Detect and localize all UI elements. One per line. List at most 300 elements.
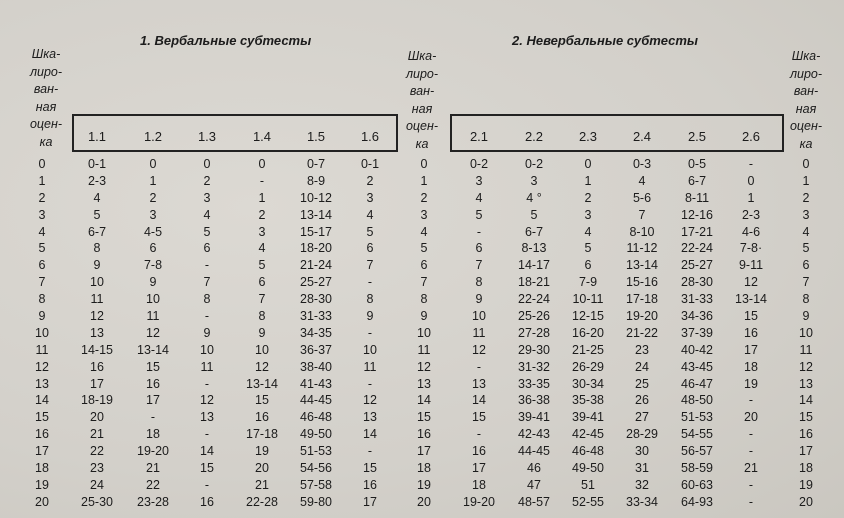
nonverbal-column-3 (560, 156, 616, 511)
table-cell: 4 (203, 207, 211, 222)
table-cell: 10-11 (572, 292, 604, 307)
table-cell: 15 (417, 410, 431, 425)
table-cell: 7 (366, 258, 374, 273)
table-cell: 2 (258, 207, 266, 222)
scale-column-left (24, 156, 60, 511)
table-cell: 0-5 (687, 157, 707, 171)
table-cell: 59-80 (300, 494, 332, 509)
nonverbal-column-5 (669, 156, 725, 511)
verbal-section-title: 1. Вербальные субтесты (140, 33, 312, 48)
table-cell: 1 (149, 173, 157, 188)
table-cell: 20 (255, 461, 269, 476)
table-cell: 16 (255, 410, 269, 425)
table-cell: 5-6 (632, 190, 652, 205)
table-cell: 6 (420, 258, 428, 273)
table-cell: - (204, 376, 210, 391)
table-cell: 9 (420, 309, 428, 324)
table-cell: 41-43 (300, 376, 332, 391)
table-cell: 49-50 (572, 461, 604, 476)
table-cell: - (367, 376, 373, 391)
table-cell: 4 (420, 224, 428, 239)
table-cell: 31 (635, 461, 649, 476)
table-cell: 5 (38, 241, 46, 256)
table-cell: 46-48 (300, 410, 332, 425)
table-cell: 21 (744, 461, 758, 476)
nonverbal-column-4 (614, 156, 670, 511)
table-cell: - (476, 359, 482, 374)
table-cell: 48-50 (681, 393, 713, 408)
table-cell: 1 (420, 173, 428, 188)
table-cell: - (748, 477, 754, 492)
table-cell: 40-42 (681, 342, 713, 357)
table-cell: 34-35 (300, 325, 332, 340)
table-cell: 16 (744, 325, 758, 340)
table-cell: 14 (472, 393, 486, 408)
nonverbal-header-4: 2.4 (632, 129, 652, 144)
table-cell: 31-33 (681, 292, 713, 307)
table-cell: 11 (363, 359, 377, 374)
table-cell: 16 (472, 444, 486, 459)
table-cell: 47 (527, 477, 541, 492)
table-cell: 30-34 (572, 376, 604, 391)
table-cell: 5 (475, 207, 483, 222)
table-cell: 0-1 (360, 157, 380, 171)
table-cell: 7-9 (578, 275, 598, 290)
table-cell: 12-16 (681, 207, 713, 222)
table-cell: 25-26 (518, 309, 550, 324)
table-cell: 36-37 (300, 342, 332, 357)
table-cell: - (748, 494, 754, 509)
table-cell: 26-29 (572, 359, 604, 374)
table-cell: 6 (584, 258, 592, 273)
table-cell: 9 (93, 258, 101, 273)
table-cell: 0-7 (306, 157, 326, 171)
table-cell: 2 (38, 190, 46, 205)
table-cell: 21 (90, 427, 104, 442)
table-cell: 13-14 (735, 292, 767, 307)
verbal-header-1: 1.1 (87, 129, 107, 144)
table-cell: 8-11 (684, 190, 710, 205)
table-cell: 8 (420, 292, 428, 307)
table-cell: 52-55 (572, 494, 604, 509)
table-cell: 8 (475, 275, 483, 290)
table-cell: 7 (475, 258, 483, 273)
table-cell: 1 (38, 173, 46, 188)
table-cell: 11 (200, 359, 214, 374)
table-cell: 10 (363, 342, 377, 357)
table-cell: 6 (149, 241, 157, 256)
table-cell: 15 (472, 410, 486, 425)
table-cell: 54-55 (681, 427, 713, 442)
table-cell: 2 (802, 190, 810, 205)
nonverbal-header-2: 2.2 (524, 129, 544, 144)
table-cell: 22-24 (681, 241, 713, 256)
table-cell: 3 (38, 207, 46, 222)
table-cell: 46 (527, 461, 541, 476)
table-cell: 10-12 (300, 190, 332, 205)
table-cell: 7 (203, 275, 211, 290)
table-cell: 56-57 (681, 444, 713, 459)
table-cell: 17 (90, 376, 104, 391)
table-cell: - (748, 157, 754, 171)
table-cell: 12 (200, 393, 214, 408)
table-cell: - (748, 393, 754, 408)
nonverbal-section-title: 2. Невербальные субтесты (512, 33, 698, 48)
table-cell: 3 (475, 173, 483, 188)
table-cell: 18 (417, 461, 431, 476)
table-cell: 0 (38, 157, 46, 171)
table-cell: 0 (747, 173, 755, 188)
table-cell: 48-57 (518, 494, 550, 509)
table-cell: 7-8 (143, 258, 163, 273)
table-cell: 51-53 (300, 444, 332, 459)
table-cell: 19-20 (137, 444, 169, 459)
table-cell: 13-14 (137, 342, 169, 357)
table-cell: 22 (90, 444, 104, 459)
table-cell: 14 (363, 427, 377, 442)
table-cell: 34-36 (681, 309, 713, 324)
table-cell: 0-1 (87, 157, 107, 171)
table-cell: 12 (35, 359, 49, 374)
table-cell: 21-22 (626, 325, 658, 340)
table-cell: 8 (38, 292, 46, 307)
table-cell: 4-6 (741, 224, 761, 239)
table-cell: 11 (90, 292, 104, 307)
scale-label-left: Шка- лиро- ван- ная оцен- ка (29, 47, 63, 149)
table-cell: 27 (635, 410, 649, 425)
table-cell: 2 (420, 190, 428, 205)
table-cell: 21 (255, 477, 269, 492)
table-cell: 12 (363, 393, 377, 408)
table-cell: 3 (366, 190, 374, 205)
table-cell: 16 (146, 376, 160, 391)
table-cell: 21-24 (300, 258, 332, 273)
table-cell: 15-17 (300, 224, 332, 239)
table-cell: 14-17 (518, 258, 550, 273)
table-cell: 13 (363, 410, 377, 425)
table-cell: 10 (35, 325, 49, 340)
table-cell: 7 (802, 275, 810, 290)
table-cell: 18 (799, 461, 813, 476)
table-cell: 6-7 (687, 173, 707, 188)
table-cell: 7 (258, 292, 266, 307)
verbal-column-3 (179, 156, 235, 511)
table-cell: 0-3 (632, 157, 652, 171)
table-cell: 13 (35, 376, 49, 391)
table-cell: 9 (203, 325, 211, 340)
table-cell: 18 (472, 477, 486, 492)
table-cell: 46-47 (681, 376, 713, 391)
table-cell: 4 (584, 224, 592, 239)
table-cell: 12 (255, 359, 269, 374)
table-cell: 19-20 (463, 494, 495, 509)
table-cell: 4 (258, 241, 266, 256)
table-cell: 5 (203, 224, 211, 239)
table-cell: 4 ° (526, 190, 542, 205)
table-cell: 31-33 (300, 309, 332, 324)
verbal-header-3: 1.3 (197, 129, 217, 144)
table-cell: 6 (366, 241, 374, 256)
table-cell: 33-35 (518, 376, 550, 391)
table-cell: 35-38 (572, 393, 604, 408)
table-cell: 10 (200, 342, 214, 357)
table-cell: 9 (802, 309, 810, 324)
table-cell: 3 (420, 207, 428, 222)
table-cell: 10 (799, 325, 813, 340)
nonverbal-column-1 (451, 156, 507, 511)
table-cell: 13 (90, 325, 104, 340)
table-cell: 29-30 (518, 342, 550, 357)
table-cell: 6 (475, 241, 483, 256)
table-cell: 13 (417, 376, 431, 391)
table-cell: 8 (258, 309, 266, 324)
table-cell: 42-43 (518, 427, 550, 442)
scale-column-right (788, 156, 824, 511)
table-cell: 2 (203, 173, 211, 188)
table-cell: 25-27 (300, 275, 332, 290)
nonverbal-column-6 (723, 156, 779, 511)
table-cell: 11 (799, 342, 813, 357)
table-cell: 13-14 (246, 376, 278, 391)
table-cell: 0 (149, 157, 157, 171)
table-cell: 15-16 (626, 275, 658, 290)
table-cell: 17 (799, 444, 813, 459)
table-cell: 14-15 (81, 342, 113, 357)
table-cell: 11 (417, 342, 431, 357)
table-cell: 16-20 (572, 325, 604, 340)
table-cell: 8 (93, 241, 101, 256)
table-cell: 11-12 (626, 241, 658, 256)
table-cell: 60-63 (681, 477, 713, 492)
table-cell: 10 (417, 325, 431, 340)
table-cell: 22 (146, 477, 160, 492)
table-cell: 17 (417, 444, 431, 459)
table-cell: 7 (420, 275, 428, 290)
table-cell: 9 (475, 292, 483, 307)
table-cell: 16 (90, 359, 104, 374)
table-cell: 10 (255, 342, 269, 357)
table-cell: 4 (38, 224, 46, 239)
table-cell: 36-38 (518, 393, 550, 408)
table-cell: 9 (38, 309, 46, 324)
table-cell: 13-14 (626, 258, 658, 273)
nonverbal-column-2 (506, 156, 562, 511)
table-cell: 38-40 (300, 359, 332, 374)
table-cell: 20 (799, 494, 813, 509)
table-cell: 33-34 (626, 494, 658, 509)
table-cell: 17 (472, 461, 486, 476)
table-cell: 17 (146, 393, 160, 408)
table-cell: 5 (584, 241, 592, 256)
table-cell: 49-50 (300, 427, 332, 442)
table-cell: 27-28 (518, 325, 550, 340)
table-cell: 11 (146, 309, 160, 324)
table-cell: 2 (584, 190, 592, 205)
table-cell: 23 (635, 342, 649, 357)
table-cell: 17 (35, 444, 49, 459)
table-cell: 57-58 (300, 477, 332, 492)
table-cell: 44-45 (518, 444, 550, 459)
table-cell: 12 (417, 359, 431, 374)
verbal-header-4: 1.4 (252, 129, 272, 144)
table-cell: 12-15 (572, 309, 604, 324)
table-cell: 25 (635, 376, 649, 391)
table-cell: 8 (203, 292, 211, 307)
table-cell: 2-3 (741, 207, 761, 222)
table-cell: 10 (472, 309, 486, 324)
table-cell: 19 (744, 376, 758, 391)
table-cell: 19 (255, 444, 269, 459)
table-cell: 4 (93, 190, 101, 205)
table-cell: 39-41 (572, 410, 604, 425)
table-cell: 20 (744, 410, 758, 425)
table-cell: - (476, 427, 482, 442)
table-cell: 17-21 (681, 224, 713, 239)
table-cell: 5 (366, 224, 374, 239)
table-cell: 8-13 (521, 241, 547, 256)
table-cell: - (204, 258, 210, 273)
table-cell: 0 (420, 157, 428, 171)
table-cell: 3 (258, 224, 266, 239)
table-cell: 0 (258, 157, 266, 171)
table-cell: 3 (149, 207, 157, 222)
verbal-column-2 (125, 156, 181, 511)
table-cell: 9 (149, 275, 157, 290)
table-cell: - (748, 427, 754, 442)
verbal-column-5 (288, 156, 344, 511)
table-cell: 7-8· (739, 241, 763, 256)
table-cell: 30 (635, 444, 649, 459)
table-cell: - (367, 325, 373, 340)
table-cell: 16 (363, 477, 377, 492)
table-cell: 17 (363, 494, 377, 509)
table-cell: 17 (744, 342, 758, 357)
table-cell: 5 (802, 241, 810, 256)
table-cell: 6 (802, 258, 810, 273)
table-cell: 0-2 (524, 157, 544, 171)
table-cell: 4-5 (143, 224, 163, 239)
table-cell: - (204, 427, 210, 442)
table-cell: 3 (802, 207, 810, 222)
table-cell: 8 (802, 292, 810, 307)
table-cell: 4 (802, 224, 810, 239)
table-cell: 2 (366, 173, 374, 188)
table-cell: 13 (200, 410, 214, 425)
table-cell: 10 (146, 292, 160, 307)
table-cell: 18 (146, 427, 160, 442)
verbal-header-5: 1.5 (306, 129, 326, 144)
table-cell: 21 (146, 461, 160, 476)
table-cell: 0 (802, 157, 810, 171)
table-cell: 9 (366, 309, 374, 324)
table-cell: 11 (472, 325, 486, 340)
table-cell: 4 (638, 173, 646, 188)
table-cell: 10 (90, 275, 104, 290)
table-cell: 12 (744, 275, 758, 290)
table-cell: 21-25 (572, 342, 604, 357)
table-cell: 5 (420, 241, 428, 256)
table-cell: 17-18 (626, 292, 658, 307)
table-cell: 15 (799, 410, 813, 425)
table-cell: 14 (35, 393, 49, 408)
table-cell: 12 (146, 325, 160, 340)
table-cell: 25-27 (681, 258, 713, 273)
table-cell: 23-28 (137, 494, 169, 509)
table-cell: 5 (93, 207, 101, 222)
table-cell: 7 (638, 207, 646, 222)
scale-label-middle: Шка- лиро- ван- ная оцен- ка (405, 49, 439, 151)
table-cell: 13-14 (300, 207, 332, 222)
table-cell: 20 (35, 494, 49, 509)
table-cell: 3 (203, 190, 211, 205)
table-cell: 19 (799, 477, 813, 492)
table-cell: 1 (258, 190, 266, 205)
table-cell: - (367, 444, 373, 459)
table-cell: 24 (90, 477, 104, 492)
table-cell: 15 (200, 461, 214, 476)
nonverbal-header-1: 2.1 (469, 129, 489, 144)
table-cell: 58-59 (681, 461, 713, 476)
table-cell: 24 (635, 359, 649, 374)
table-cell: 0-2 (469, 157, 489, 171)
table-cell: 16 (200, 494, 214, 509)
table-cell: 12 (90, 309, 104, 324)
table-cell: 44-45 (300, 393, 332, 408)
table-cell: 9 (258, 325, 266, 340)
nonverbal-header-6: 2.6 (741, 129, 761, 144)
table-cell: 28-30 (300, 292, 332, 307)
table-cell: 0 (584, 157, 592, 171)
table-cell: 18-20 (300, 241, 332, 256)
table-cell: 42-45 (572, 427, 604, 442)
table-cell: 37-39 (681, 325, 713, 340)
table-cell: 1 (747, 190, 755, 205)
scale-column-middle (406, 156, 442, 511)
table-cell: 64-93 (681, 494, 713, 509)
table-cell: 13 (799, 376, 813, 391)
table-cell: - (204, 477, 210, 492)
table-cell: 7 (38, 275, 46, 290)
table-cell: 17-18 (246, 427, 278, 442)
nonverbal-header-5: 2.5 (687, 129, 707, 144)
table-cell: 4 (475, 190, 483, 205)
table-cell: 5 (530, 207, 538, 222)
nonverbal-header-3: 2.3 (578, 129, 598, 144)
table-cell: 20 (417, 494, 431, 509)
table-cell: 15 (255, 393, 269, 408)
table-cell: 25-30 (81, 494, 113, 509)
table-cell: - (748, 444, 754, 459)
table-cell: 1 (584, 173, 592, 188)
table-cell: - (476, 224, 482, 239)
table-cell: 19-20 (626, 309, 658, 324)
table-cell: 32 (635, 477, 649, 492)
verbal-column-4 (234, 156, 290, 511)
table-cell: 19 (35, 477, 49, 492)
table-cell: 9-11 (738, 258, 764, 273)
table-cell: 22-28 (246, 494, 278, 509)
table-cell: 19 (417, 477, 431, 492)
table-cell: 6 (38, 258, 46, 273)
table-cell: 39-41 (518, 410, 550, 425)
table-cell: 15 (146, 359, 160, 374)
table-cell: 16 (799, 427, 813, 442)
table-cell: 51-53 (681, 410, 713, 425)
table-cell: 13 (472, 376, 486, 391)
verbal-column-1 (69, 156, 125, 511)
table-cell: 22-24 (518, 292, 550, 307)
table-cell: 26 (635, 393, 649, 408)
